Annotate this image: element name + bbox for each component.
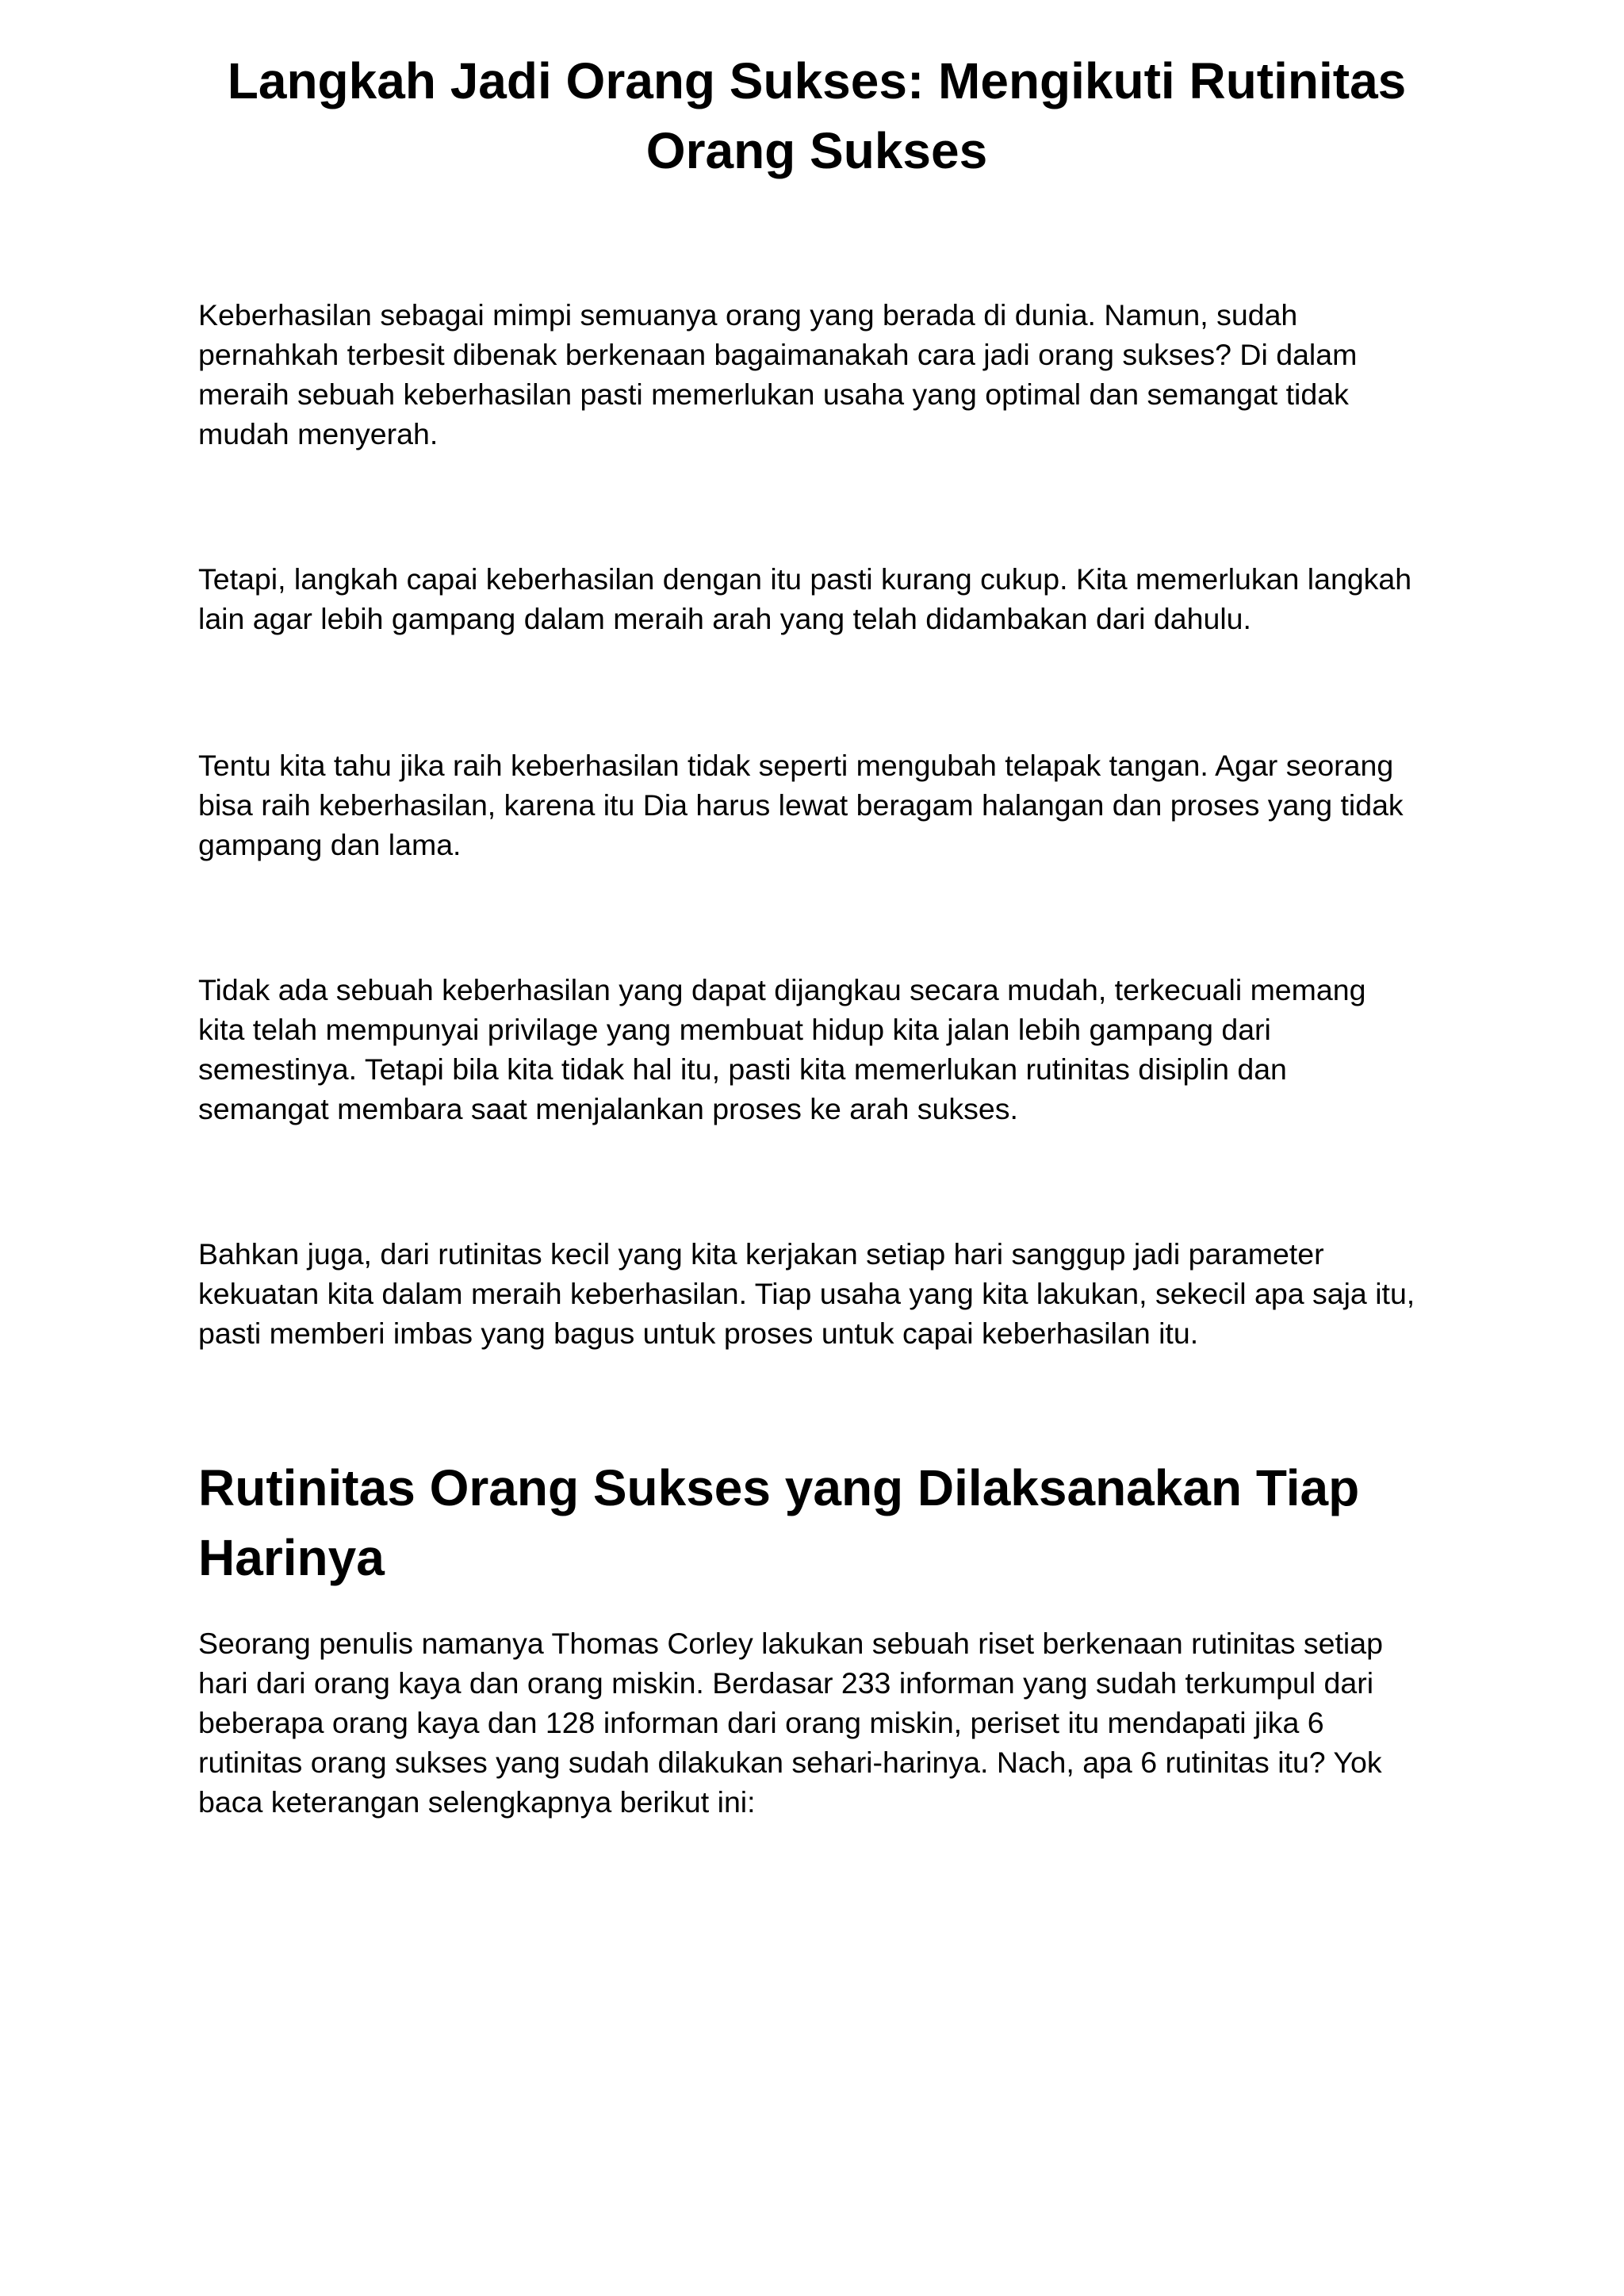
paragraph-2: Tetapi, langkah capai keberhasilan dengan itu pasti kurang cukup. Kita memerlukan langkah lain agar lebih gampang dalam meraih arah yang telah didambakan dari dahulu. <box>198 562 1412 635</box>
paragraph-3: Tentu kita tahu jika raih keberhasilan tidak seperti mengubah telapak tangan. Agar seorang bisa raih keberhasilan, karena itu Dia harus lewat beragam halangan dan proses yang tidak gampang dan lama. <box>198 749 1404 861</box>
section-paragraph: Seorang penulis namanya Thomas Corley lakukan sebuah riset berkenaan rutinitas setiap hari dari orang kaya dan orang miskin. Berdasar 233 informan yang sudah terkumpul dari beberapa orang kaya dan 128 informan dari orang miskin, periset itu mendapati jika 6 rutinitas orang sukses yang sudah dilakukan sehari-harinya. Nach, apa 6 rutinitas itu? Yok baca keterangan selengkapnya berikut ini: <box>198 1627 1383 1819</box>
document-title: Langkah Jadi Orang Sukses: Mengikuti Rutinitas Orang Sukses <box>227 52 1407 179</box>
paragraph-4: Tidak ada sebuah keberhasilan yang dapat dijangkau secara mudah, terkecuali memang kita telah mempunyai privilage yang membuat hidup kita jalan lebih gampang dari semestinya. Tetapi bila kita tidak hal itu, pasti kita memerlukan rutinitas disiplin dan semangat membara saat menjalankan proses ke arah sukses. <box>198 973 1366 1125</box>
paragraph-intro: Keberhasilan sebagai mimpi semuanya orang yang berada di dunia. Namun, sudah pernahkah terbesit dibenak berkenaan bagaimanakah cara jadi orang sukses? Di dalam meraih sebuah keberhasilan pasti memerlukan usaha yang optimal dan semangat tidak mudah menyerah. <box>198 298 1358 450</box>
section-heading: Rutinitas Orang Sukses yang Dilaksanakan Tiap Harinya <box>198 1459 1360 1586</box>
paragraph-5: Bahkan juga, dari rutinitas kecil yang kita kerjakan setiap hari sanggup jadi parameter kekuatan kita dalam meraih keberhasilan. Tiap usaha yang kita lakukan, sekecil apa saja itu, pasti memberi imbas yang bagus untuk proses untuk capai keberhasilan itu. <box>198 1237 1415 1350</box>
